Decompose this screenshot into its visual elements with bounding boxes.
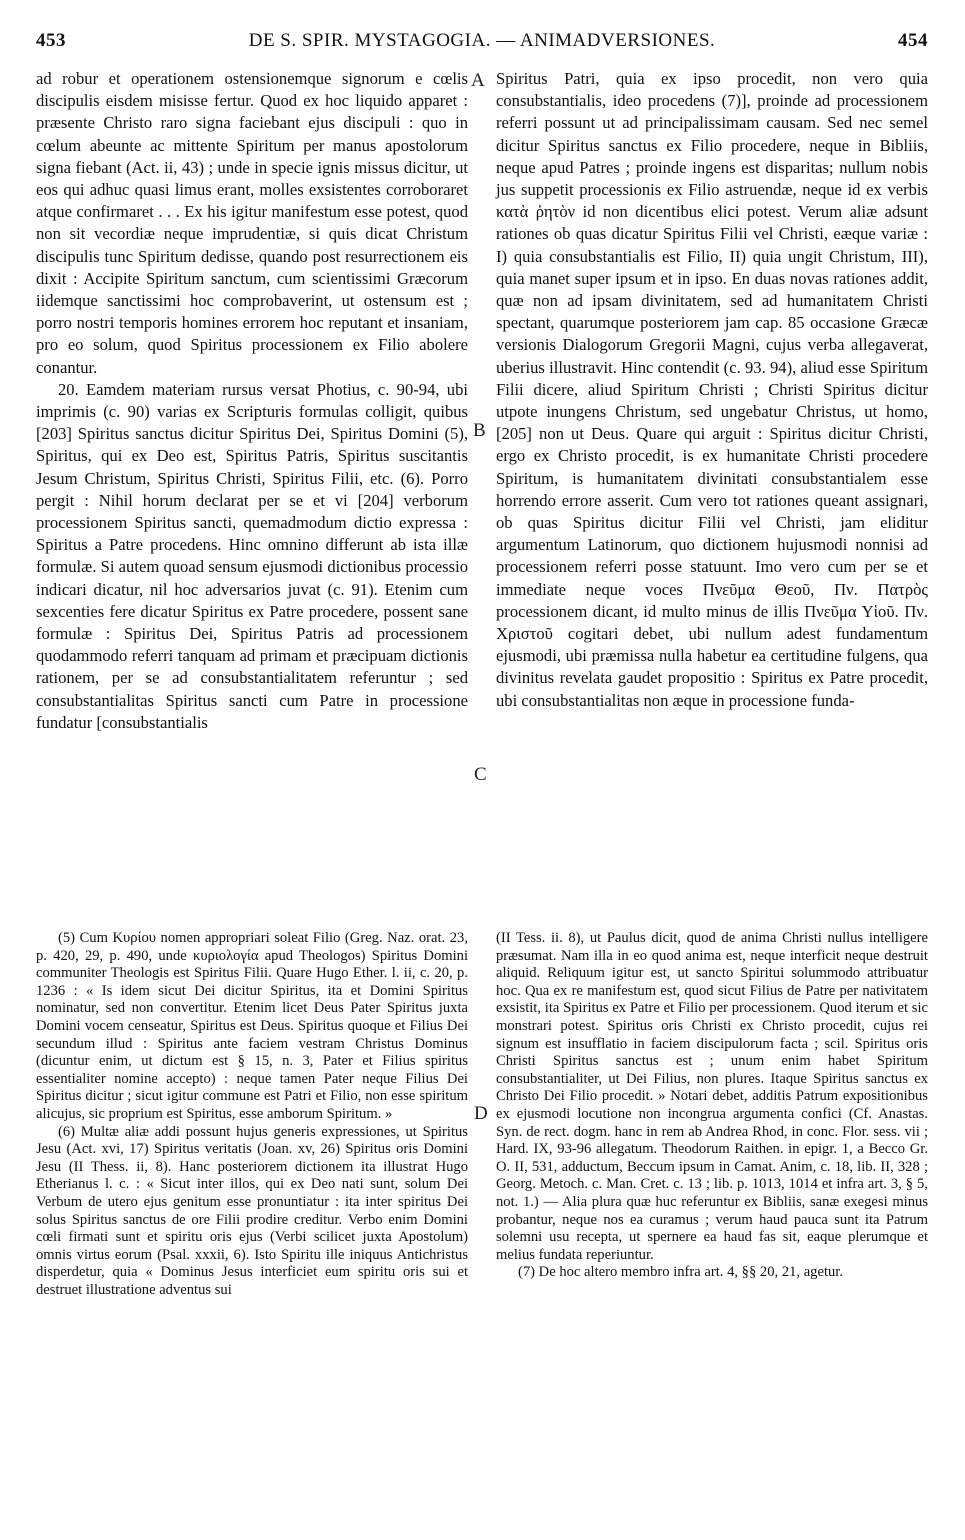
running-title: DE S. SPIR. MYSTAGOGIA. — ANIMADVERSIONES.: [248, 30, 716, 51]
footnotes-right: [496, 930, 928, 1282]
right-text-column: [496, 68, 928, 712]
paragraph: Spiritus Patri, quia ex ipso procedit, non vero quia consubstantialis, ideo procedens (7)], proinde ad processionem referri possunt ut ad principalissimam causam. Sed nec semel dicitur Spiritus sanctus ex Filio procedere, neque in Bibliis, neque apud Patres ; proinde ingens est disparitas; nullum nobis jus suppetit processionis ex Filio astruendæ, neque id ex verbis κατὰ ῥητὸν id non dicentibus elici potest. Verum aliæ adsunt rationes ob quas dicatur Spiritus Filii vel Christi, eæque variæ : I) quia consubstantialis est Filio, II) quia ungit Christum, III), quia manet super ipsum et in ipso. En duas novas rationes addit, quæ non ad ipsam divinitatem, sed ad humanitatem Christi spectant, quarumque posteriorem jam cap. 85 occasione Græcæ versionis Dialogorum Gregorii Magni, cujus verba allegaverat, uberius illustravit. Hinc contendit (c. 93. 94), aliud esse Spiritum Filii dicere, aliud Spiritum Christi ; Christi Spiritus dicitur utpote inungens Christum, sed ungebatur Christus, ut homo, [205] non ut Deus. Quare qui arguit : Spiritus dicitur Christi, ergo ex Christo procedit, is ex humanitate Christi procedere Spiritum, is humanitatem divinitati consubstantialem esse horrendo errore asserit. Cum vero tot rationes queant assignari, ob quas Spiritus dicitur Filii vel Christi, jam eliditur argumentum Latinorum, quo dictionem hujusmodi nonnisi ad processionem referri posse statuunt. Imo vero cum per se et immediate neque voces Πνεῦμα Θεοῦ, Πν. Πατρὸς processionem dicant, id multo minus de illis Πνεῦμα Υἱοῦ. Πν. Χριστοῦ cogitari debet, ubi nullum adest fundamentum ejusmodi, ubi præmissa nulla habetur ea certitudine fulgens, qua divinitus revelata gaudet propositio : Spiritus ex Patre procedit, ubi consubstantialitas non æque in processione funda-: [496, 69, 928, 710]
footnote-6: (6) Multæ aliæ addi possunt hujus generis expressiones, ut Spiritus Jesu (Act. xvi, 17) Spiritus veritatis (Joan. xv, 26) Spiritus oris Domini Jesu (II Thess. ii, 8). Hanc posteriorem dictionem ita illustrat Hugo Etherianus l. c. : « Sicut inter illos, qui ex Deo nati sunt, solum Dei Verbum de utero ejus genitum esse pronuntiatur : ita inter spiritus Dei solus Spiritus sanctus de ore Filii prodire creditur. Verbo enim Domini cœli firmati sunt et spiritu oris ejus (Verbi scilicet juxta Apostolum) omnis virtus eorum (Psal. xxxii, 6). Isto Spiritu ille iniquus Antichristus disperdetur, quia « Dominus Jesus interficiet eum spiritu oris sui et destruet illustratione adventus sui: [36, 1123, 468, 1298]
footnotes-left: [36, 930, 468, 1299]
paragraph: ad robur et operationem ostensionemque signorum e cœlis discipulis eisdem misisse fertur. Quod ex hoc liquido apparet : præsente Christo raro signa faciebant ejus discipuli : quo in cœlum abeunte ac mittente Spiritum per manus apostolorum signa fiebant (Act. ii, 43) ; unde in specie ignis missus dicitur, ut eos qui adhuc quasi limus erant, molles exsistentes corroboraret atque confirmaret . . . Ex his igitur manifestum esse potest, quod non sit vecordiæ neque imprudentiæ, si quis dicat Christum discipulis tunc Spiritum dedisse, quando post resurrectionem eis dixit : Accipite Spiritum sanctum, cum scientissimi Græcorum iidemque sanctissimi hoc comprobaverint, ut ostensum est ; porro nostri temporis homines errorem hoc reputant et insaniam, pro eo solum, quod Spiritus processionem ex Filio abolere conantur.: [36, 69, 468, 377]
margin-marker-a: A: [471, 70, 485, 91]
paragraph: 20. Eamdem materiam rursus versat Photius, c. 90-94, ubi imprimis (c. 90) varias ex Scripturis formulas colligit, quibus [203] Spiritus sanctus dicitur Spiritus Dei, Spiritus Domini (5), Spiritus, qui ex Deo est, Spiritus Patris, Spiritus suscitantis Jesum Christum, Spiritus Christi, Spiritus Filii, etc. (6). Porro pergit : Nihil horum declarat per se et vi [204] verborum processionem Spiritus sancti, quemadmodum dictio expressa : Spiritus a Patre procedens. Hinc omnino differunt ab ista illæ formulæ. Si autem quoad sensum ejusmodi dictionibus processio indicari dicatur, nil hoc adversarios juvat (c. 91). Etenim cum sexcenties fere dicatur Spiritus ex Patre procedere, possent sane formulæ : Spiritus Dei, Spiritus Patris ad processionem quodammodo referri tanquam ad primam et præcipuam dictionis rationem, per se ad consubstantialitatem referuntur ; sed consubstantialitas Spiritus sancti cum Patre in processione fundatur [consubstantialis: [36, 379, 468, 732]
margin-marker-c: C: [474, 764, 487, 785]
running-header: [36, 30, 928, 60]
footnote-7: (7) De hoc altero membro infra art. 4, §§ 20, 21, agetur.: [518, 1264, 844, 1281]
footnote-6-continued: (II Tess. ii. 8), ut Paulus dicit, quod de anima Christi nullus intelligere præsumat. Nam illa in eo quod anima est, neque interficit neque destruit aliquid. Reliquum igitur est, ut sancto Spiritui solummodo attribuatur hoc. Qua ex re manifestum est, quod sicut Filius de Patre per nativitatem exsistit, ita Spiritus ex Patre et Filio per processionem. Quod iterum et sic monstrari potest. Spiritus oris Christi ex Christo procedit, cujus rei signum est insufflatio in faciem discipulorum facta ; scil. Spiritus oris Christi Spiritus sanctus est ; unum enim habet Spiritum consubstantialiter, ut Dei Filius, non plures. Itaque Spiritus sanctus ex Christo Dei Filio procedit. » Notari debet, additis Patrum expositionibus ex ejusmodi locutione non incongrua argumenta confici (Cf. Anastas. Syn. de rect. dogm. hanc in rem ab Andrea Rhod, in conc. Flor. sess. vii ; Hard. IX, 93-96 allegatum. Theodorum Raithen. in epigr. 1, a Becco Gr. O. II, 531, adductum, Beccum ipsum in Camat. Anim, c. 18, lib. II, 328 ; Georg. Metoch. c. Man. Cret. c. 13 ; lib. p. 1013, 1014 et infra art. 3, § 5, not. 1.) — Alia plura quæ huc referuntur ex Bibliis, sanæ exegesi minus probantur, neque nos ea curamus ; verum haud pauca sunt ita Patrum solemni usu recepta, ut spernere ea haud fas sit, eaque plerumque et melius fundata reperiuntur.: [496, 930, 928, 1263]
left-text-column: [36, 68, 468, 734]
margin-marker-d: D: [474, 1103, 488, 1124]
footnote-5: (5) Cum Κυρίου nomen appropriari soleat Filio (Greg. Naz. orat. 23, p. 420, 29, p. 490, unde κυριολογία apud Theologos) Spiritus Domini communiter Theologis est Spiritus Filii. Quare Hugo Ether. l. ii, c. 20, p. 1236 : « Is idem sicut Dei dicitur Spiritus, ita et Domini Spiritus nominatur, sed non convertitur. Etenim licet Deus Pater Spiritus juxta Domini vocem censeatur, Spiritus est Deus. Spiritus quoque et Filius Dei secundum illud : Spiritus ante faciem vestram Christus Dominus (dicuntur enim, ut dictum est § 15, n. 3, Pater et Filius spiritus essentialiter nomine accepto) : neque tamen Pater neque Filius Dei Spiritus dicitur ; sicut igitur commune est Patri et Filio, non esse spiritum alicujus, sic proprium est Spiritus, esse amborum Spiritum. »: [36, 930, 468, 1122]
margin-marker-b: B: [473, 420, 486, 441]
page-number-left: 453: [36, 30, 66, 51]
page-number-right: 454: [898, 30, 928, 51]
